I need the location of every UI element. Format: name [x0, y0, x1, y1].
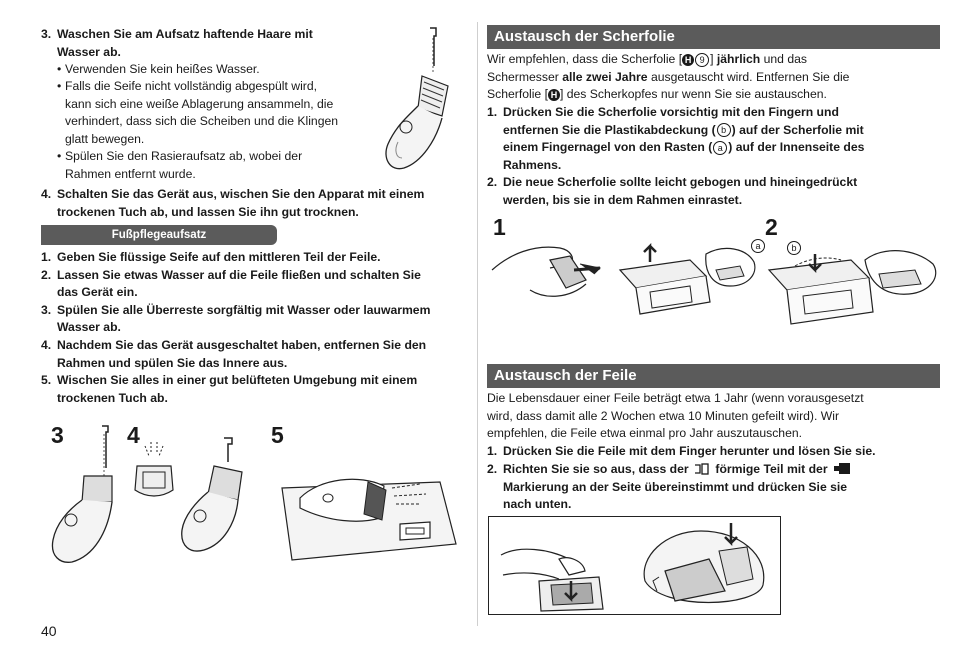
part-h-badge: H — [548, 89, 560, 101]
remove-foil-hand-illustration — [490, 240, 610, 310]
file-step-1: 1. Drücken Sie die Feile mit dem Finger herunter und lösen Sie sie. — [487, 444, 876, 458]
figure-callout-a: a — [751, 239, 765, 253]
rinse-epilator-illustration — [378, 26, 462, 174]
figure-callout-b: b — [787, 241, 801, 255]
rinse-frame-illustration — [131, 440, 179, 502]
foot-rinse-illustration — [50, 424, 120, 566]
foot-file-rinse-illustration — [180, 436, 260, 556]
bracket-shape-icon — [694, 463, 710, 475]
press-file-down-illustration — [499, 525, 629, 613]
bullet-no-hot-water: • Verwenden Sie kein heißes Wasser. — [53, 61, 260, 79]
bullet-rinse-head: • Spülen Sie den Rasieraufsatz ab, wobei der Rahmen entfernt wurde. — [53, 148, 302, 183]
insert-new-file-illustration — [635, 521, 775, 613]
file-replacement-figure-box — [488, 516, 781, 615]
section-title-foil-replacement: Austausch der Scherfolie — [487, 25, 940, 49]
step-4-switch-off-dry: 4. Schalten Sie das Gerät aus, wischen Sie den Apparat mit einem trockenen Tuch ab, und lassen Sie ihn gut trocknen. — [41, 187, 425, 219]
dry-on-towel-illustration — [280, 468, 458, 566]
step-3-wash-attachment: 3. Waschen Sie am Aufsatz haftende Haare mit Wasser ab. — [41, 27, 313, 59]
callout-b-circle: b — [717, 123, 731, 137]
file-step-2: 2. Richten Sie sie so aus, dass der förmige Teil mit der Markierung an der Seite übereinstimmt und drücken Sie sie nach unten. — [487, 461, 942, 514]
file-intro: Die Lebensdauer einer Feile beträgt etwa 1 Jahr (wenn vorausgesetzt wird, dass damit alle 2 Wochen etwa 10 Minuten gefeilt wird). Wir empfehlen, die Feile etwa einmal pro Jahr auszutauschen. — [487, 391, 864, 441]
figure-label-4: 4 — [127, 422, 140, 448]
column-divider — [477, 22, 478, 626]
foil-intro: Wir empfehlen, dass die Scherfolie [ H 9 ] jährlich und das Schermesser alle zwei Jahre ausgetauscht wird. Entfernen Sie die Scherfolie [ H ] des Scherkopfes nur wenn Sie sie austauschen. — [487, 52, 850, 102]
foot-step-4: 4. Nachdem Sie das Gerät ausgeschaltet haben, entfernen Sie den Rahmen und spülen Sie das Innere aus. — [41, 337, 427, 370]
figure-label-5: 5 — [271, 422, 284, 448]
foot-step-2: 2. Lassen Sie etwas Wasser auf die Feile fließen und schalten Sie das Gerät ein. — [41, 267, 421, 300]
foot-care-steps — [41, 249, 471, 407]
foot-step-3: 3. Spülen Sie alle Überreste sorgfältig mit Wasser oder lauwarmem Wasser ab. — [41, 302, 431, 335]
bullet-soap-residue: • Falls die Seife nicht vollständig abgespült wird, kann sich eine weiße Ablagerung ansammeln, die verhindert, dass sich die Scheiben und die Klingen glatt bewegen. — [53, 78, 338, 148]
part-9-circle: 9 — [695, 53, 709, 67]
foot-attachment-section-label: Fußpflegeaufsatz — [41, 225, 277, 245]
foil-step-1: 1. Drücken Sie die Scherfolie vorsichtig mit den Fingern und entfernen Sie die Plastikabdeckung ( b ) auf der Scherfolie mit einem Fingernagel von den Rasten ( a ) auf der Innenseite des Rahmens. — [487, 105, 865, 172]
foot-step-5: 5. Wischen Sie alles in einer gut belüfteten Umgebung mit einem trockenen Tuch ab. — [41, 373, 418, 405]
foil-frame-lift-illustration — [610, 240, 760, 320]
figure-label-2: 2 — [765, 214, 778, 240]
alignment-mark-icon — [834, 463, 850, 474]
part-h-badge: H — [682, 54, 694, 66]
page-number: 40 — [41, 623, 57, 639]
foot-step-1: 1. Geben Sie flüssige Seife auf den mittleren Teil der Feile. — [41, 250, 381, 264]
figure-label-3: 3 — [51, 422, 64, 448]
figure-label-1: 1 — [493, 214, 506, 240]
insert-new-foil-illustration — [765, 240, 945, 330]
callout-a-circle: a — [713, 141, 727, 155]
foil-step-2: 2. Die neue Scherfolie sollte leicht gebogen und hineingedrückt werden, bis sie in dem Rahmen einrastet. — [487, 175, 858, 207]
section-title-file-replacement: Austausch der Feile — [487, 364, 940, 388]
